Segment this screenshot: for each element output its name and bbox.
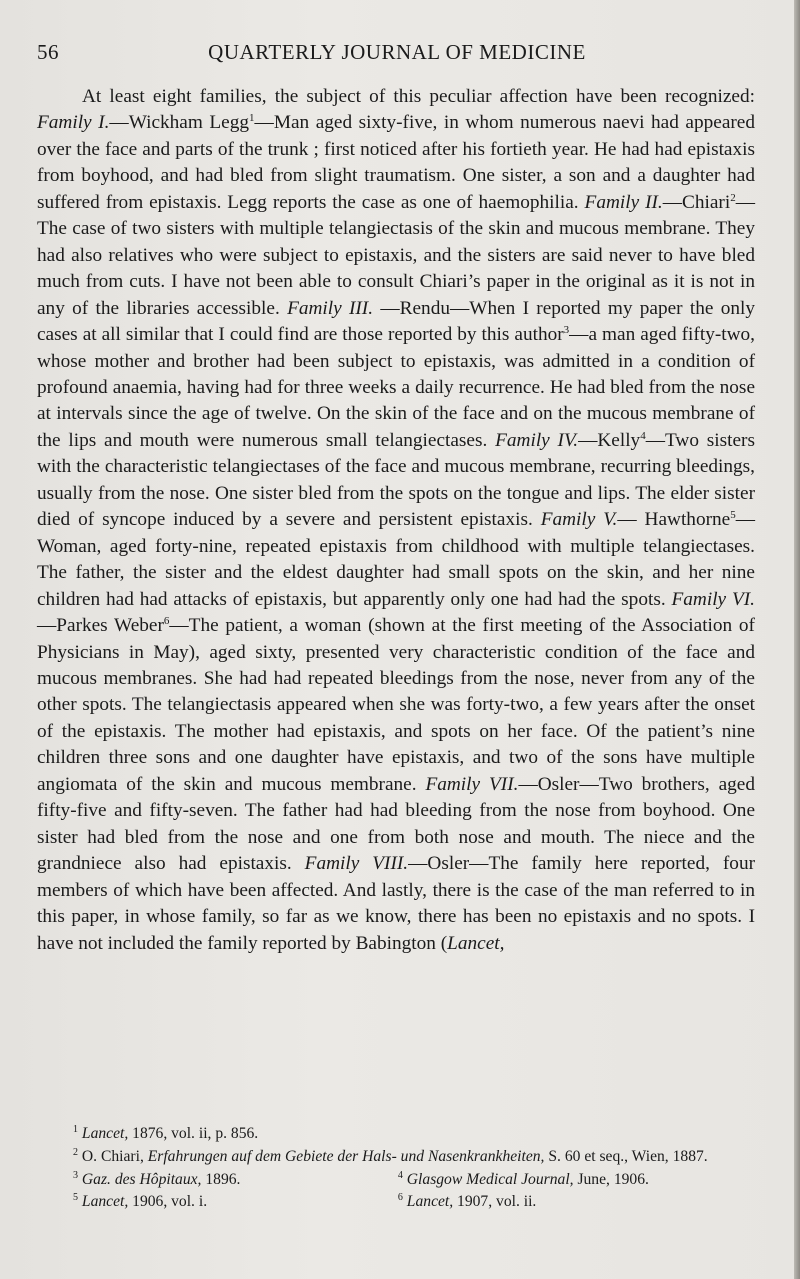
page-number: 56 <box>37 40 59 64</box>
footnotes <box>37 1121 755 1212</box>
text-run: —Chiari <box>662 191 731 213</box>
footnote-source: Gaz. des Hôpitaux, <box>81 1170 202 1188</box>
family-label: Family V. <box>540 509 618 531</box>
footnote-text: S. 60 et seq., Wien, 1887. <box>544 1147 708 1165</box>
footnote-3 <box>37 1167 398 1190</box>
text-run: —Kelly <box>578 429 641 451</box>
footnote-text: 1907, vol. ii. <box>453 1193 537 1211</box>
text-run: —Osler—The family here reported, four members of which have been affected. And lastly, there is the case of the man referred to in this paper, in whose family, so far as we know, there has been no epistaxis and no spots. I have not included the family reported by Babington ( <box>37 853 756 954</box>
footnote-source: Glasgow Medical Journal, <box>406 1170 574 1188</box>
text-run: —Parkes Weber <box>37 615 164 637</box>
text-run: At least eight families, the subject of this peculiar affection have been recognized: <box>82 86 755 107</box>
family-label: Family VIII. <box>304 853 409 875</box>
footnote-mark: 3 <box>73 1169 78 1181</box>
text-run: —a man aged fifty-two, whose mother and brother had been subject to epistaxis, was admitted in a condition of profound anaemia, having had for three weeks a daily recurrence. He had bled from the nose at intervals since the age of twelve. On the skin of the face and on the mucous membrane of the lips and mouth were numerous small telangiectases. <box>37 324 755 451</box>
footnote-5 <box>37 1189 398 1212</box>
text-run: —Rendu—When I reported my paper the only cases at all similar that I could find are those reported by this author <box>37 297 755 346</box>
footnote-text: 1896. <box>201 1170 241 1188</box>
footnote-ref: 2 <box>730 191 736 204</box>
text-run: —The case of two sisters with multiple telangiectasis of the skin and mucous membrane. They had also relatives who were subject to epistaxis, and the sisters are said never to have bled much from cuts. I have not been able to consult Chiari’s paper in the original as it is not in any of the libraries accessible. <box>37 191 755 319</box>
page-edge-shadow <box>794 0 800 1279</box>
footnote-ref: 3 <box>563 324 570 337</box>
footnote-6 <box>398 1189 755 1212</box>
body-text <box>37 84 755 957</box>
footnote-author: O. Chiari, <box>81 1147 148 1165</box>
text-run: —Two sisters with the characteristic telangiectases of the face and mucous membrane, recurring bleedings, usually from the nose. One sister bled from the spots on the tongue and lips. The elder sister died of syncope induced by a severe and persistent epistaxis. <box>37 429 755 531</box>
footnote-source: Lancet, <box>81 1193 129 1211</box>
family-label: Family IV. <box>495 429 579 451</box>
footnote-source: Lancet, <box>406 1193 454 1211</box>
family-label: Family VI. <box>671 588 755 610</box>
footnote-text: 1906, vol. i. <box>128 1193 208 1211</box>
footnote-row <box>37 1167 755 1190</box>
citation-italic: Lancet, <box>447 932 505 954</box>
paragraph <box>37 84 755 957</box>
footnote-ref: 5 <box>730 509 736 522</box>
text-run: —The patient, a woman (shown at the first meeting of the Association of Physicians in May), aged sixty, presented very characteristic condition of the face and mucous membranes. She had had repeated bleedings from the nose, never from any of the other spots. The telangiectasis appeared when she was forty-two, a few years after the onset of the epistaxis. The mother had epistaxis, and spots on her face. Of the patient’s nine children three sons and one daughter have epistaxis, and two of the sons have multiple angiomata of the skin and mucous membrane. <box>37 615 755 795</box>
footnote-mark: 5 <box>73 1192 78 1204</box>
footnote-1 <box>37 1121 755 1144</box>
running-head: QUARTERLY JOURNAL OF MEDICINE <box>208 40 586 64</box>
footnote-2 <box>37 1144 755 1167</box>
family-label: Family II. <box>584 191 663 213</box>
footnote-mark: 6 <box>397 1192 403 1204</box>
family-label: Family VII. <box>425 773 519 795</box>
footnote-row <box>37 1189 755 1212</box>
page-header <box>37 40 757 70</box>
text-run: — Hawthorne <box>617 509 731 531</box>
footnote-text: June, 1906. <box>573 1170 649 1188</box>
text-run: —Woman, aged forty-nine, repeated epistaxis from childhood with multiple telangiectases. The father, the sister and the eldest daughter had small spots on the skin, and her nine children had had attacks of epistaxis, but apparently only one had had the spots. <box>37 509 755 610</box>
footnote-mark: 2 <box>73 1146 78 1158</box>
footnote-mark: 4 <box>397 1169 403 1181</box>
footnote-text: 1876, vol. ii, p. 856. <box>128 1125 259 1142</box>
footnote-source: Lancet, <box>81 1125 129 1142</box>
footnote-ref: 6 <box>163 615 170 628</box>
footnote-ref: 1 <box>249 112 255 125</box>
footnote-mark: 1 <box>73 1124 78 1135</box>
footnote-4 <box>398 1167 755 1190</box>
footnote-source: Erfahrungen auf dem Gebiete der Hals- und Nasenkrankheiten, <box>147 1147 545 1165</box>
footnote-ref: 4 <box>640 429 646 442</box>
text-run: —Osler—Two brothers, aged fifty-five and fifty-seven. The father had had bleeding from the nose from boyhood. One sister had bled from the nose and one from both nose and mouth. The niece and the grandniece also had epistaxis. <box>37 773 755 875</box>
text-run: —Man aged sixty-five, in whom numerous naevi had appeared over the face and parts of the trunk ; first noticed after his fortieth year. He had had epistaxis from boyhood, and had bled from slight traumatism. One sister, a son and a daughter had suffered from epistaxis. Legg reports the case as one of haemophilia. <box>37 112 755 213</box>
family-label: Family I. <box>37 112 110 134</box>
text-run: —Wickham Legg <box>109 112 250 134</box>
family-label: Family III. <box>287 297 374 319</box>
